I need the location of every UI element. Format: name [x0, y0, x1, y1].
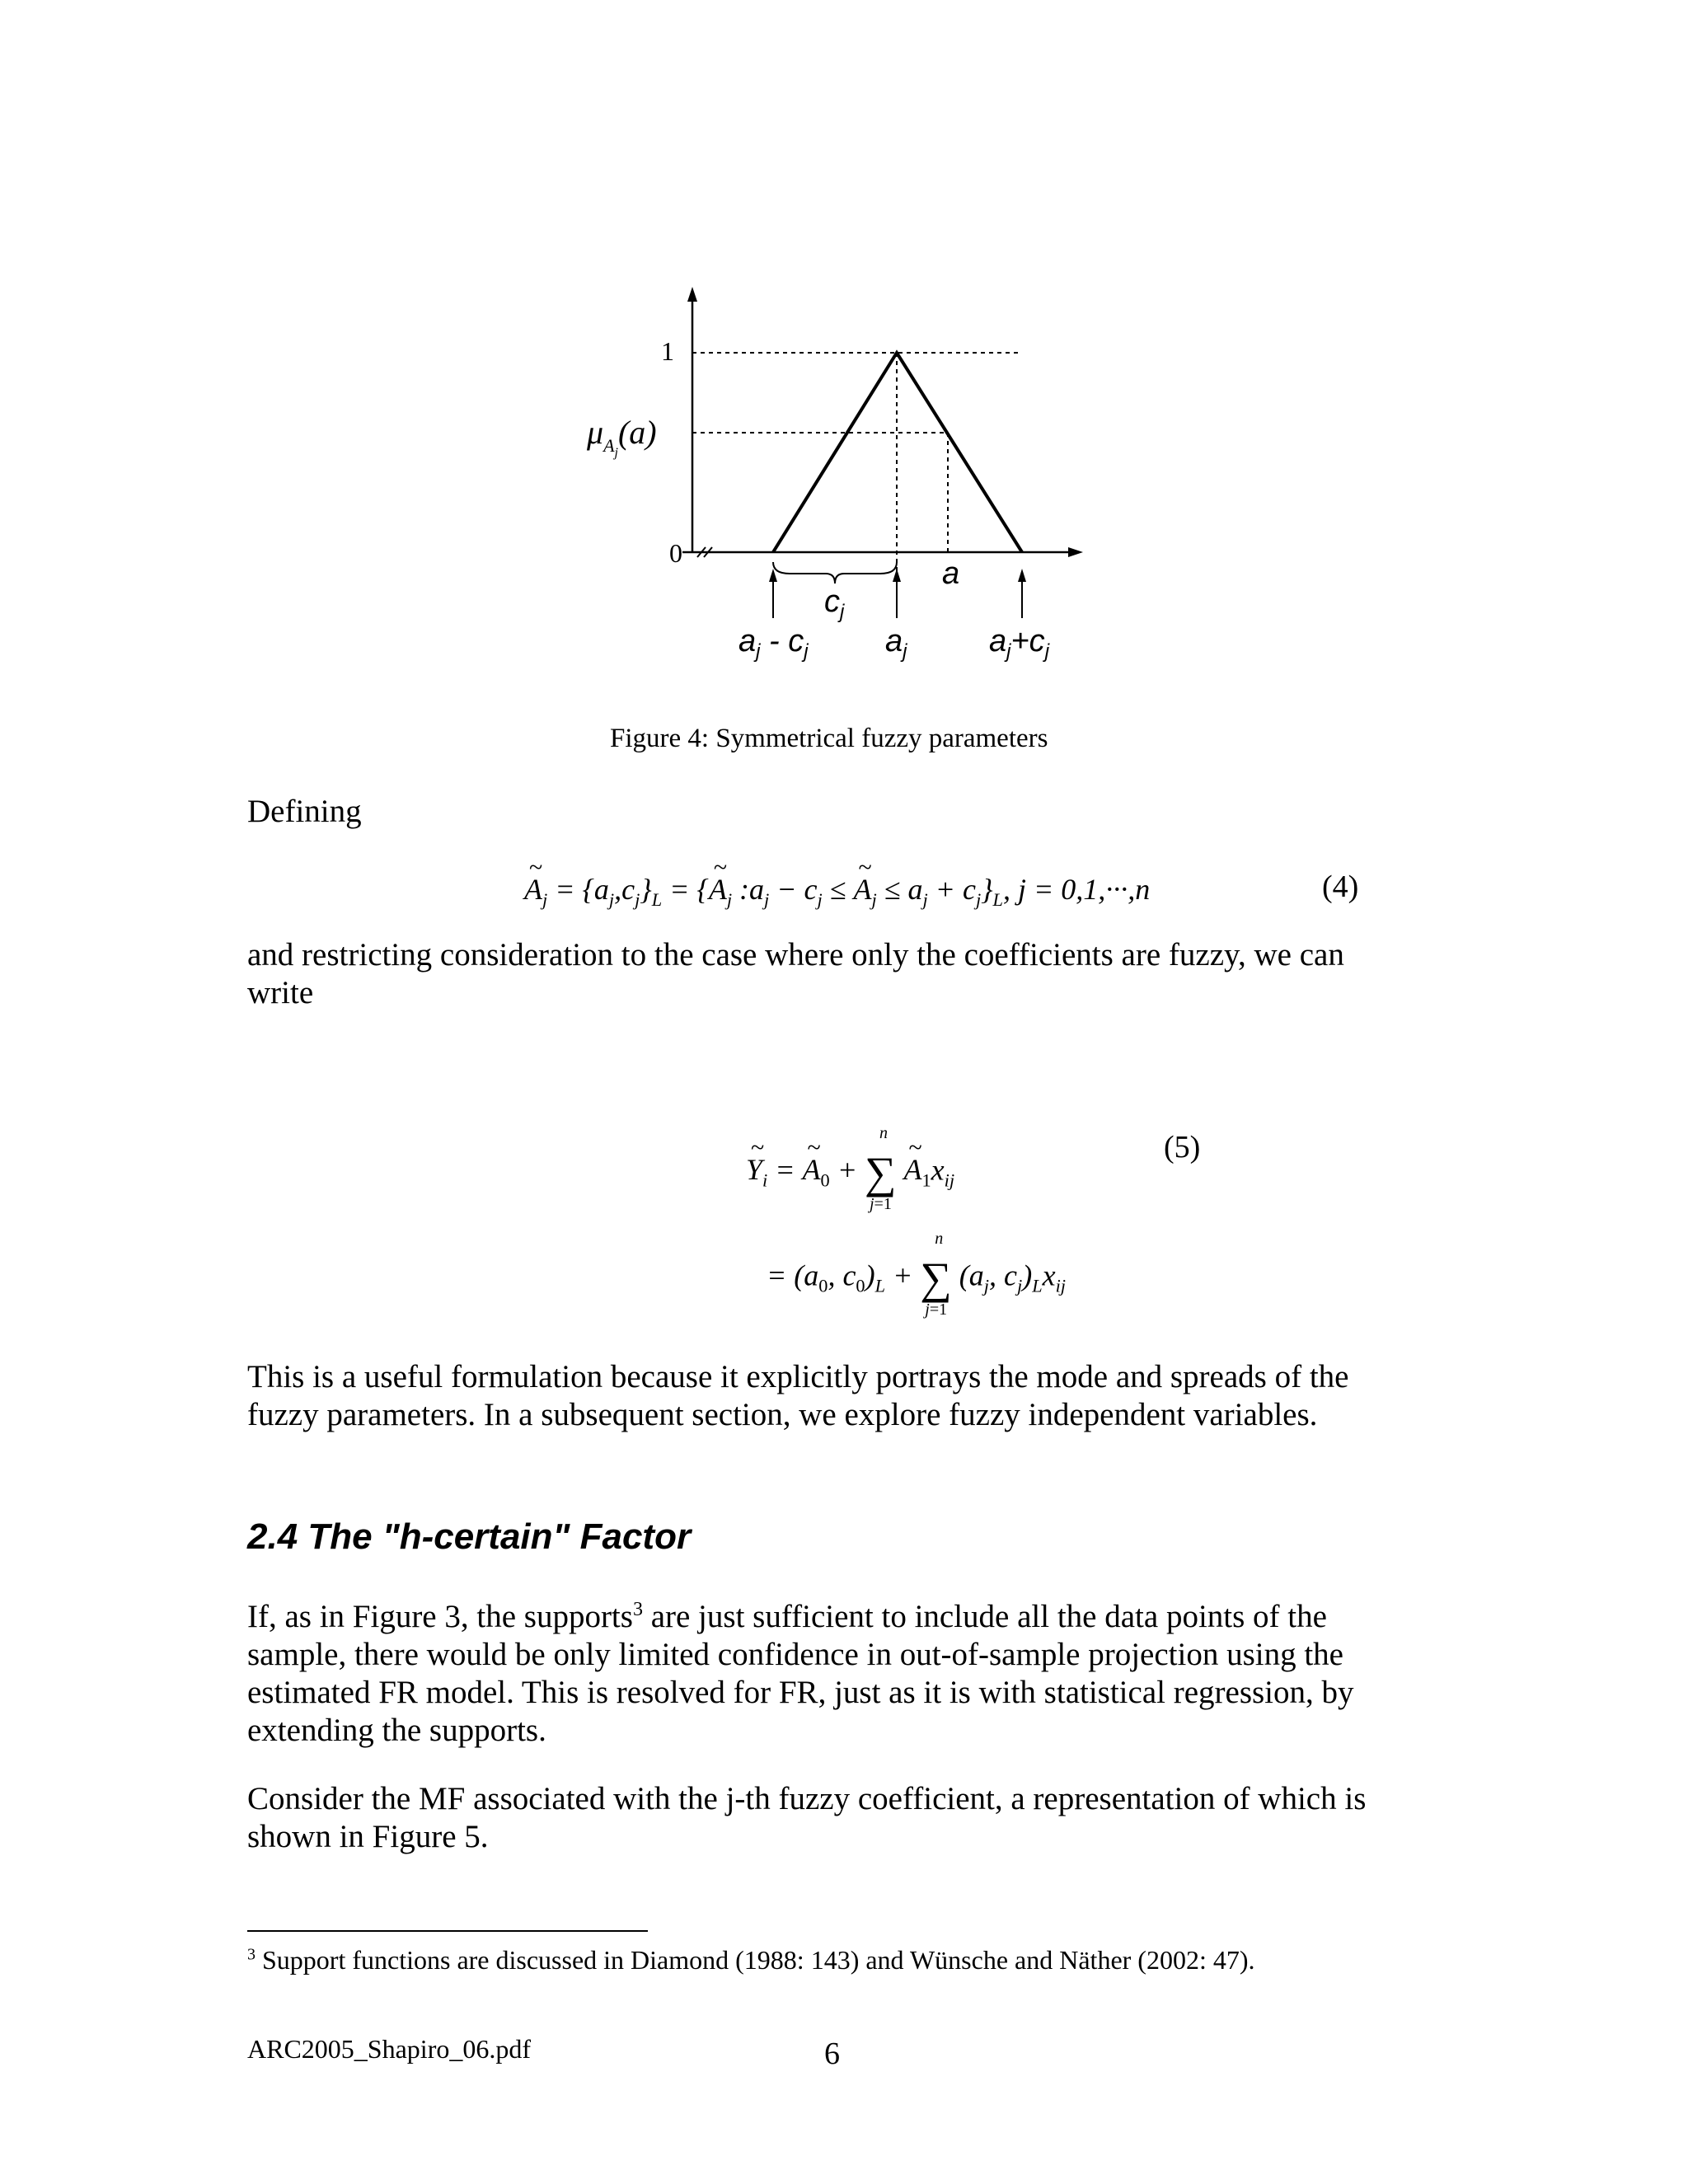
equation-5-line-2: = ($a_0$, $c_0)_L$ + ∑ n j=1 ($a_j$, $c_j)_Lx_{ij}$ [767, 1230, 1066, 1319]
footnote [247, 1945, 1255, 1975]
footer-filename: ARC2005_Shapiro_06.pdf [247, 2034, 531, 2064]
paragraph-restricting: and restricting consideration to the case where only the coefficients are fuzzy, we can write [247, 937, 1344, 1010]
label-aj: $a_j$ [885, 624, 907, 663]
equation-4-number: (4) [1322, 869, 1359, 904]
label-aj-minus-cj: $a_j - c_j$ [738, 624, 809, 663]
figure-4-triangular-membership-function [577, 272, 1104, 668]
x-axis-arrow [1068, 547, 1083, 557]
section-heading: 2.4 The "h-certain" Factor [247, 1516, 692, 1557]
footnote-number: 3 [247, 1945, 256, 1964]
defining-text: Defining [247, 794, 362, 829]
label-cj: $c_j$ [824, 584, 845, 623]
label-aj-plus-cj: $a_j+c_j$ [989, 624, 1050, 663]
page-number: 6 [824, 2036, 840, 2071]
figure-caption: Figure 4: Symmetrical fuzzy parameters [610, 724, 1048, 753]
y-axis-label: $\mu_Aj(a)$ [587, 414, 657, 460]
label-a: a [942, 556, 960, 591]
paragraph-formulation: This is a useful formulation because it explicitly portrays the mode and spreads of the fuzzy parameters. In a subsequent section, we explore fuzzy independent variables. [247, 1359, 1349, 1432]
equation-5-line-1: ~ $Y_i$ = ~ $A_0$ + ∑ n j=1 ~ $A_1x_{ij}$ [746, 1147, 954, 1198]
para3-start: If, as in Figure 3, the supports [247, 1599, 633, 1634]
footnote-text: Support functions are discussed in Diamond (1988: 143) and Wünsche and Näther (2002: 47). [256, 1945, 1255, 1975]
arrow-right-head [1018, 569, 1026, 582]
equation-5-number: (5) [1164, 1130, 1201, 1165]
footnote-rule [247, 1930, 648, 1932]
paragraph-consider: Consider the MF associated with the j-th fuzzy coefficient, a representation of which is shown in Figure 5. [247, 1781, 1367, 1854]
paragraph-supports [247, 1591, 1418, 1750]
eq4-range: j = 0,1,···,n [1017, 873, 1151, 906]
equation-4: ~ $A_j = \{a_j,c_j\}_L$ = {~ $A_j$ $:a_j - c_j$ ≤ ~ $A_j \le a_j + c_j\}_L$, j = 0,1,···,n [524, 872, 1150, 911]
para3-end: are just sufficient to include all the data points of the sample, there would be only limited confidence in out-of-sample projection using the estimated FR model. This is resolved for FR, just as it is with statistical regression, by extending the supports. [247, 1599, 1354, 1748]
y-tick-one: 1 [661, 336, 674, 366]
cj-brace [773, 562, 897, 583]
y-axis-arrow [687, 287, 697, 302]
footnote-ref: 3 [632, 1599, 643, 1620]
y-tick-zero: 0 [669, 538, 682, 568]
